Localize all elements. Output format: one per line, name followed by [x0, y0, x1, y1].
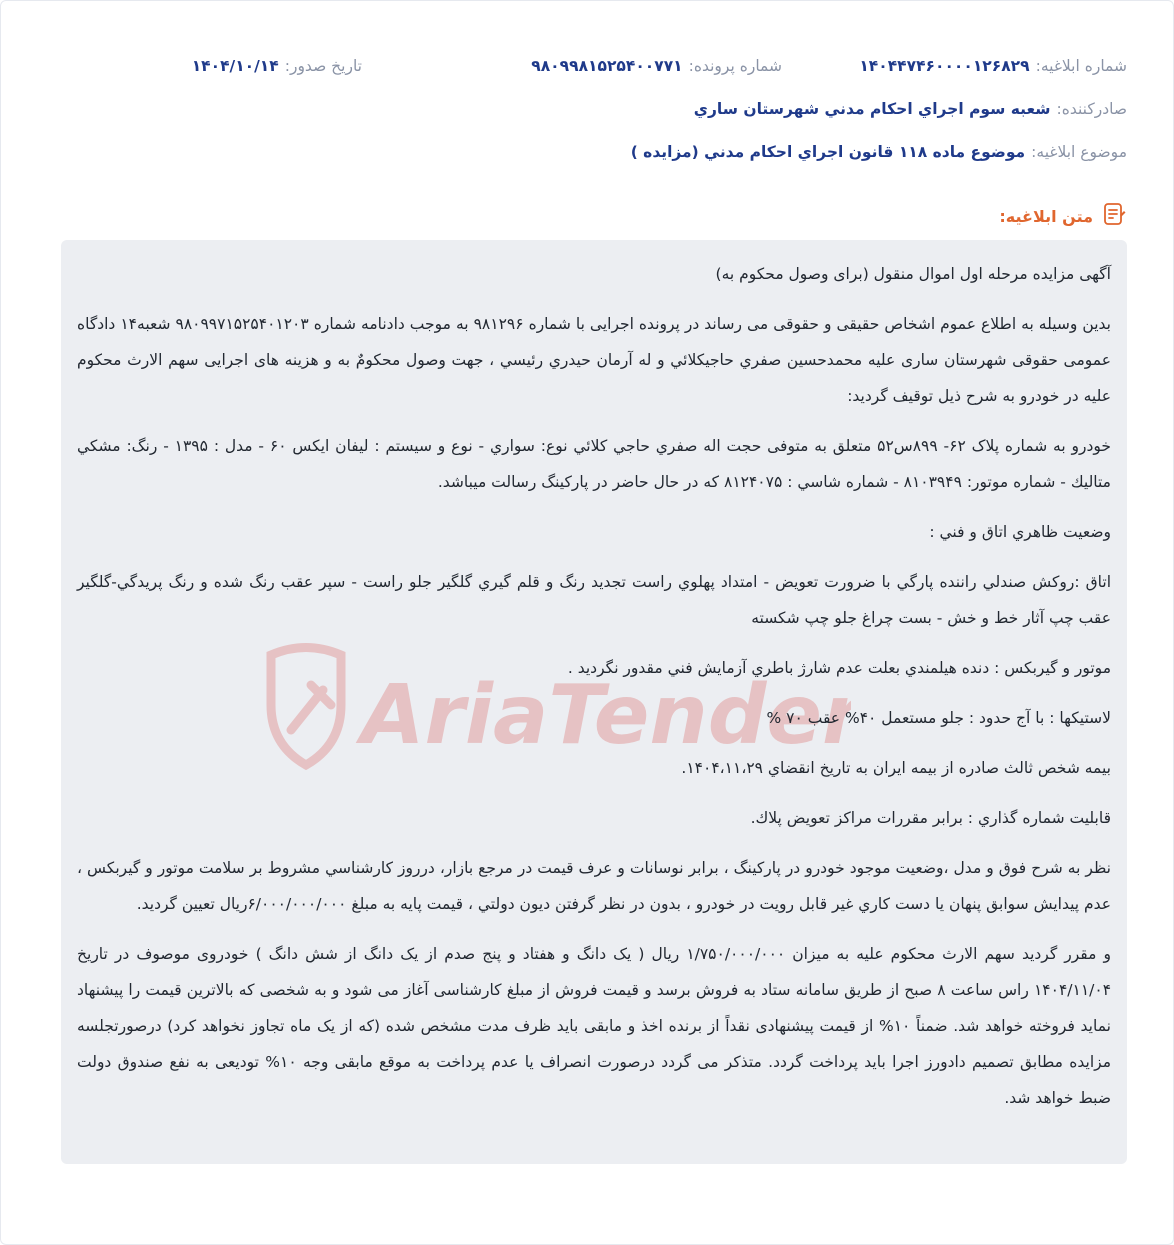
- subject-label: موضوع ابلاغیه:: [1031, 143, 1127, 161]
- body-paragraph-9: قابليت شماره گذاري : برابر مقررات مراكز تعويض پلاك.: [750, 809, 1111, 827]
- issue-date-label: تاریخ صدور:: [284, 57, 362, 75]
- notice-body-text: [77, 240, 1111, 1130]
- notice-body-box: [61, 240, 1127, 1164]
- body-paragraph-2: بدین وسیله به اطلاع عموم اشخاص حقیقی و حقوقی می رساند در پرونده اجرایی با شماره ۹۸۱۲۹۶ به موجب دادنامه شماره ۹۸۰۹۹۷۱۵۲۵۴۰۱۲۰۳ شعبه۱۴ دادگاه عمومی حقوقی شهرستان ساری علیه محمدحسین صفري حاجيكلائي و له آرمان حيدري رئيسي ، جهت وصول محکومٌ به و هزینه های اجرایی سهم الارث محکوم علیه در خودرو به شرح ذیل توقیف گردید:: [77, 315, 1111, 405]
- subject-value: موضوع ماده ۱۱۸ قانون اجراي احكام مدني (مزايده ): [630, 143, 1026, 161]
- body-paragraph-10: نظر به شرح فوق و مدل ،وضعيت موجود خودرو در پاركينگ ، برابر نوسانات و عرف قيمت در مرجع بازار، درروز كارشناسي مشروط بر سلامت موتور و گيربكس ، عدم پيدايش سوابق پنهان يا دست كاري غير قابل رويت در خودرو ، بدون در نظر گرفتن ديون دولتي ، قيمت پايه به مبلغ ۶/۰۰۰/۰۰۰/۰۰۰ريال تعيين گرديد.: [77, 859, 1111, 913]
- body-paragraph-1: آگهی مزایده مرحله اول اموال منقول (برای وصول محکوم به): [715, 265, 1111, 283]
- notice-number-value: ۱۴۰۴۴۷۴۶۰۰۰۰۱۲۶۸۲۹: [859, 57, 1030, 75]
- notice-number: [782, 57, 1127, 75]
- case-number: [362, 57, 782, 75]
- svg-text:AriaTender.net: AriaTender: [361, 668, 851, 763]
- body-paragraph-4: وضعيت ظاهري اتاق و فني :: [929, 523, 1111, 541]
- issue-date: [192, 57, 362, 75]
- issue-date-value: ۱۴۰۴/۱۰/۱۴: [191, 57, 279, 75]
- case-number-value: ۹۸۰۹۹۸۱۵۲۵۴۰۰۷۷۱: [531, 57, 683, 75]
- issuer-value: شعبه سوم اجراي احكام مدني شهرستان ساري: [693, 100, 1051, 118]
- notice-text-heading: [999, 201, 1127, 231]
- body-paragraph-11: و مقرر گردید سهم الارث محکوم علیه به میزان ۱/۷۵۰/۰۰۰/۰۰۰ ریال ( یک دانگ و هفتاد و پنج صدم از یک دانگ از شش دانگ ) خودروی موصوف در تاریخ ۱۴۰۴/۱۱/۰۴ راس ساعت ۸ صبح از طریق سامانه ستاد به فروش برسد و قیمت فروش از مبلغ کارشناسی آغاز می شود و به شخصی که بالاترین قیمت را پیشنهاد نماید فروخته خواهد شد. ضمناً ۱۰% از قیمت پیشنهادی نقداً از برنده اخذ و مابقی باید ظرف مدت مشخص شده (که از یک ماه تجاوز نخواهد کرد) درصورتجلسه مزایده مطابق تصمیم دادورز اجرا باید پرداخت گردد. متذکر می گردد درصورت انصراف یا عدم پرداخت به موقع مابقی وجه ۱۰% تودیعی به نفع صندوق دولت ضبط خواهد شد.: [77, 945, 1112, 1107]
- body-paragraph-3: خودرو به شماره پلاک ۶۲- ۸۹۹س۵۲ متعلق به متوفی حجت اله صفري حاجي كلائي نوع: سواري - نوع و سيستم : ليفان ايكس ۶۰ - مدل : ۱۳۹۵ - رنگ: مشكي متاليك - شماره موتور: ۸۱۰۳۹۴۹ - شماره شاسي : ۸۱۲۴۰۷۵ كه در حال حاضر در پاركينگ رسالت ميباشد.: [77, 437, 1111, 491]
- notice-number-label: شماره ابلاغیه:: [1035, 57, 1127, 75]
- case-number-label: شماره پرونده:: [688, 57, 782, 75]
- body-paragraph-5: اتاق :روكش صندلي راننده پارگي با ضرورت تعويض - امتداد پهلوي راست تجديد رنگ و قلم گيري گلگير جلو راست - سپر عقب رنگ شده و رنگ پريدگي-گلگير عقب چپ آثار خط و خش - بست چراغ جلو چپ شكسته: [77, 573, 1111, 627]
- meta-row-numbers: [41, 57, 1127, 75]
- meta-row-issuer: [41, 100, 1127, 118]
- notice-text-title: متن ابلاغیه:: [999, 206, 1093, 226]
- body-paragraph-6: موتور و گيربكس : دنده هيلمندي بعلت عدم شارژ باطري آزمايش فني مقدور نگرديد .: [567, 659, 1111, 677]
- meta-row-subject: [41, 143, 1127, 161]
- body-paragraph-8: بيمه شخص ثالث صادره از بيمه ايران به تاريخ انقضاي ۱۴۰۴،۱۱،۲۹.: [681, 759, 1111, 777]
- body-paragraph-7: لاستيكها : با آج حدود : جلو مستعمل ۴۰% عقب ۷۰ %: [766, 709, 1111, 727]
- issuer-label: صادرکننده:: [1056, 100, 1127, 118]
- notice-document-icon: [1101, 201, 1127, 231]
